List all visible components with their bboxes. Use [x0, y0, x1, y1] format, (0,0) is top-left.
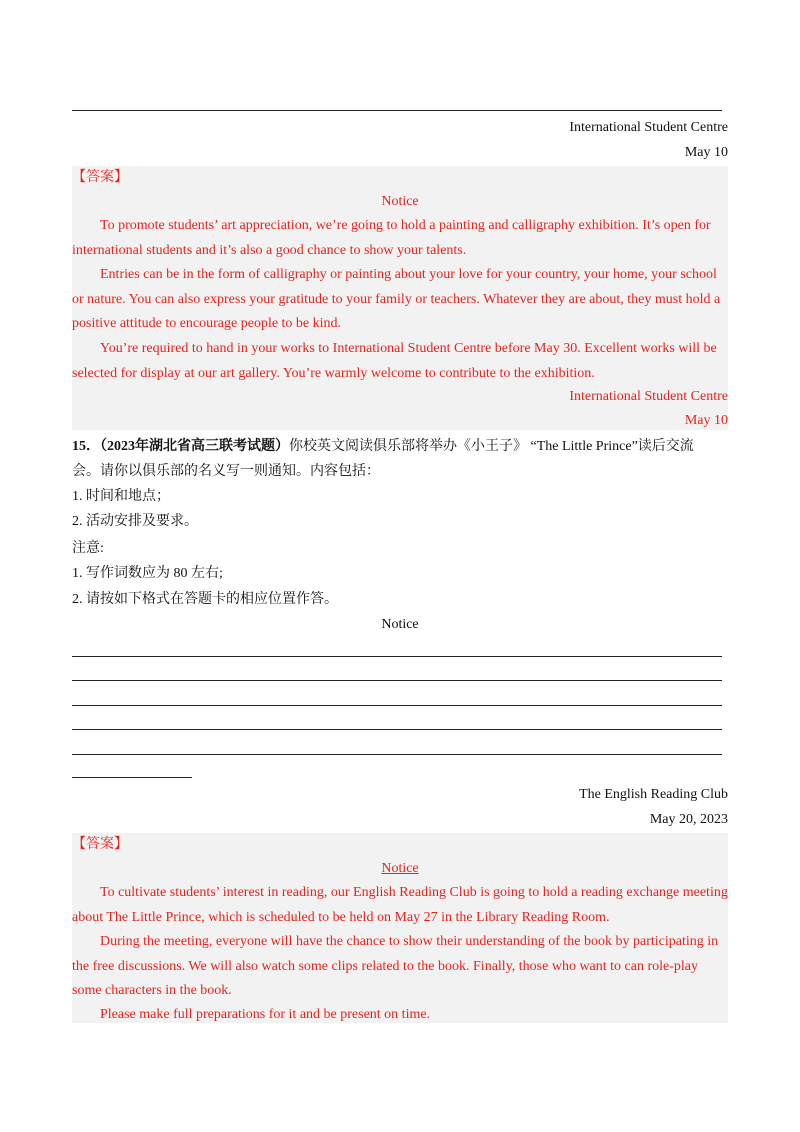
answer-line: [72, 680, 722, 681]
answer-paragraph-2: Entries can be in the form of calligraphy or painting about your love for your country, your home, your school or nature. You can also express your gratitude to your family or teachers. Whatever they are about, they must hold a positive attitude to encourage people to be kind.: [72, 267, 721, 331]
answer-signature-date: May 10: [684, 413, 728, 428]
answer-line: [72, 705, 722, 706]
notice-title: Notice: [381, 194, 419, 209]
answer-line: [72, 729, 722, 730]
notice-title: Notice: [381, 617, 419, 632]
signature-org: International Student Centre: [569, 120, 728, 135]
answer-line: [72, 656, 722, 657]
answer-paragraph-2: During the meeting, everyone will have the chance to show their understanding of the book by participating in the free discussions. We will also watch some clips related to the book. Finally, those who want to can role-play some characters in the book.: [72, 934, 719, 998]
signature-date: May 20, 2023: [649, 812, 728, 827]
requirement-1: 1. 时间和地点；: [72, 489, 170, 504]
signature-date: May 10: [684, 145, 728, 160]
answer-tag: 【答案】: [72, 837, 128, 852]
question-prompt-line2: 会。请你以俱乐部的名义写一则通知。内容包括：: [72, 464, 380, 479]
answer-line-short: [72, 777, 192, 778]
answer-tag: 【答案】: [72, 170, 128, 185]
answer-paragraph-1: To cultivate students’ interest in reading, our English Reading Club is going to hold a reading exchange meeting about The Little Prince, which is scheduled to be held on May 27 in the Library Reading Room.: [72, 885, 728, 925]
answer-paragraph-3: You’re required to hand in your works to International Student Centre before May 30. Excellent works will be selected for display at our art gallery. You’re warmly welcome to contribute to the exhibition.: [72, 341, 717, 381]
notice-title: [72, 857, 728, 882]
question-15-line1: [72, 435, 728, 460]
signature-org: The English Reading Club: [579, 787, 728, 802]
note-1: 1. 写作词数应为 80 左右;: [72, 566, 223, 581]
notice-title-text: Notice: [381, 861, 419, 876]
question-source: （2023年湖北省高三联考试题）: [100, 439, 289, 454]
answer-signature-org: International Student Centre: [569, 389, 728, 404]
requirement-2: 2. 活动安排及要求。: [72, 514, 198, 529]
answer-line: [72, 110, 722, 111]
note-label: 注意:: [72, 541, 104, 556]
note-2: 2. 请按如下格式在答题卡的相应位置作答。: [72, 592, 338, 607]
question-prompt: 你校英文阅读俱乐部将举办《小王子》 “The Little Prince”读后交流: [289, 439, 694, 454]
answer-line: [72, 754, 722, 755]
question-number: 15．: [72, 439, 100, 454]
answer-paragraph-3: Please make full preparations for it and be present on time.: [100, 1007, 431, 1022]
answer-paragraph-1: To promote students’ art appreciation, we’re going to hold a painting and calligraphy exhibition. It’s open for international students and it’s also a good chance to show your talents.: [72, 218, 711, 258]
